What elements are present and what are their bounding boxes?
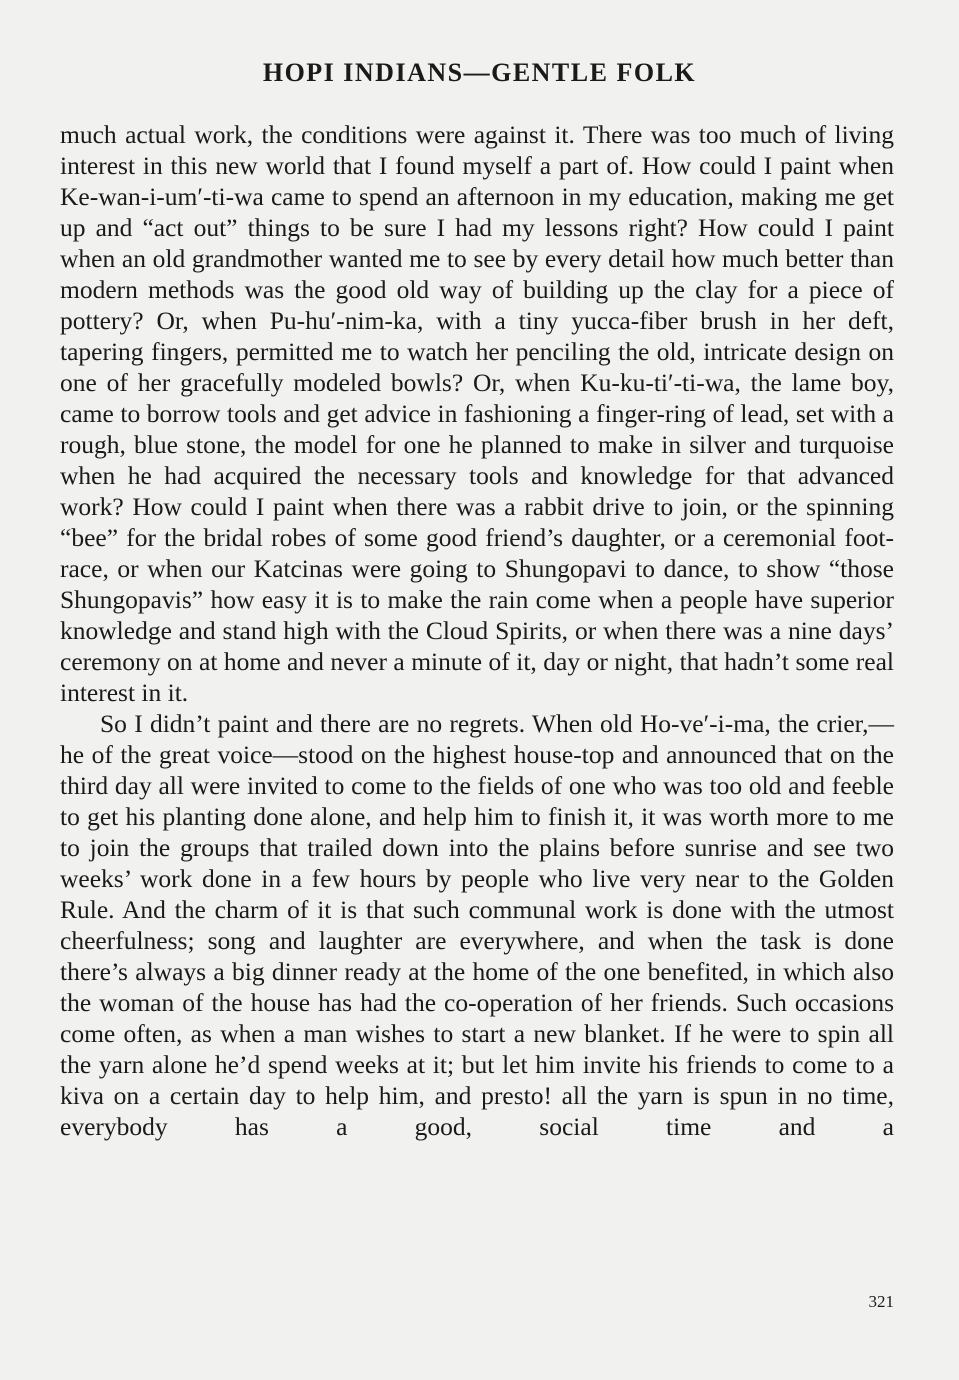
page-number: 321 xyxy=(868,1292,894,1311)
body-text xyxy=(60,119,894,1142)
paragraph-new: So I didn’t paint and there are no regrets. When old Ho-ve′-i-ma, the crier,—he of the great voice—stood on the highest house-top and announced that on the third day all were invited to come to the fields of one who was too old and feeble to get his planting done alone, and help him to finish it, it was worth more to me to join the groups that trailed down into the plains before sunrise and see two weeks’ work done in a few hours by people who live very near to the Golden Rule. And the charm of it is that such communal work is done with the utmost cheerfulness; song and laughter are everywhere, and when the task is done there’s always a big dinner ready at the home of the one benefited, in which also the woman of the house has had the co-operation of her friends. Such occasions come often, as when a man wishes to start a new blanket. If he were to spin all the yarn alone he’d spend weeks at it; but let him invite his friends to come to a kiva on a certain day to help him, and presto! all the yarn is spun in no time, everybody has a good, social time and a xyxy=(60,709,894,1141)
running-head: HOPI INDIANS—GENTLE FOLK xyxy=(262,58,697,87)
paragraph-continuation: much actual work, the conditions were against it. There was too much of living interest in this new world that I found myself a part of. How could I paint when Ke-wan-i-um′-ti-wa came to spend an afternoon in my education, making me get up and “act out” things to be sure I had my lessons right? How could I paint when an old grandmother wanted me to see by every detail how much better than modern methods was the good old way of building up the clay for a piece of pottery? Or, when Pu-hu′-nim-ka, with a tiny yucca-fiber brush in her deft, tapering fingers, permitted me to watch her penciling the old, intricate design on one of her gracefully modeled bowls? Or, when Ku-ku-ti′-ti-wa, the lame boy, came to borrow tools and get advice in fashioning a finger-ring of lead, set with a rough, blue stone, the model for one he planned to make in silver and turquoise when he had acquired the necessary tools and knowledge for that advanced work? How could I paint when there was a rabbit drive to join, or the spinning “bee” for the bridal robes of some good friend’s daughter, or a ceremonial foot-race, or when our Katcinas were going to Shungopavi to dance, to show “those Shungopavis” how easy it is to make the rain come when a people have superior knowledge and stand high with the Cloud Spirits, or when there was a nine days’ ceremony on at home and never a minute of it, day or night, that hadn’t some real interest in it. xyxy=(60,120,894,707)
